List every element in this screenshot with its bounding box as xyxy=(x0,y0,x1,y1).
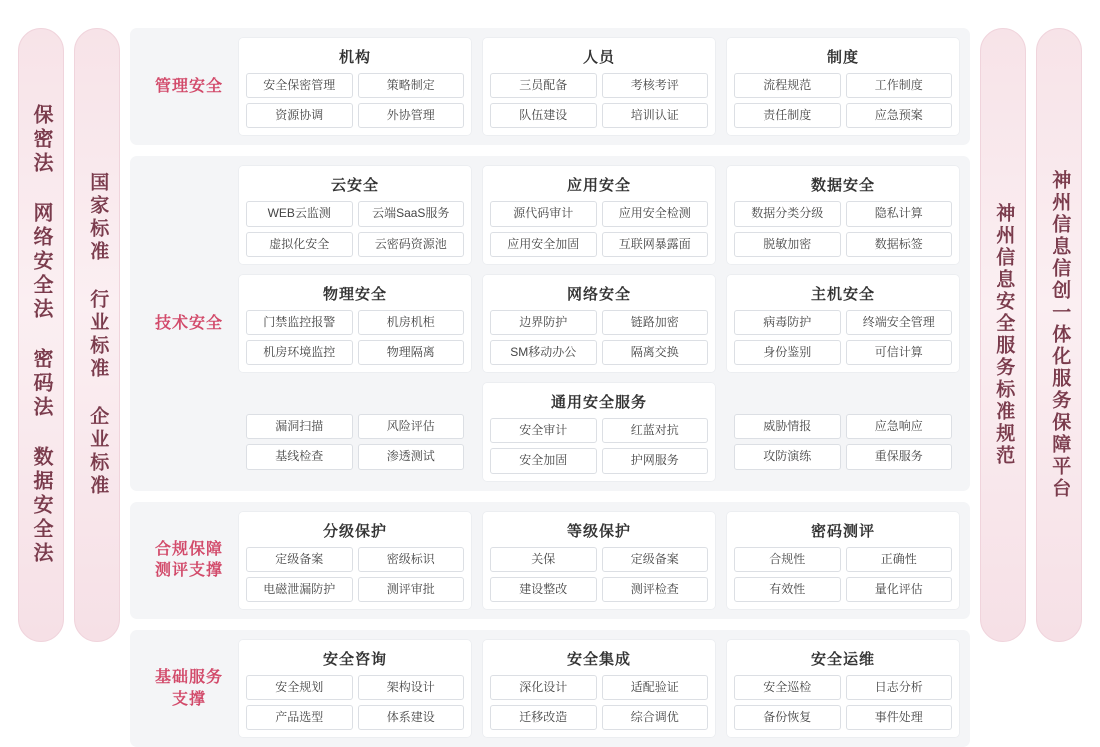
capability-cell[interactable]: 日志分析 xyxy=(846,675,953,700)
category-group xyxy=(482,37,716,136)
capability-cell[interactable]: 建设整改 xyxy=(490,577,597,602)
capability-cell[interactable]: 定级备案 xyxy=(246,547,353,572)
pillar-standards xyxy=(74,28,120,642)
capability-cell[interactable]: 门禁监控报警 xyxy=(246,310,353,335)
capability-cell[interactable]: 关保 xyxy=(490,547,597,572)
band-label: 技术安全 xyxy=(154,314,223,332)
category-group xyxy=(726,165,960,264)
capability-cell[interactable]: 架构设计 xyxy=(358,675,465,700)
category-title: 云安全 xyxy=(330,177,379,195)
category-group xyxy=(238,511,472,610)
capability-cell[interactable]: 数据标签 xyxy=(846,232,953,257)
pillar-service-spec xyxy=(980,28,1026,642)
capability-cell[interactable]: 正确性 xyxy=(846,547,953,572)
capability-cell[interactable]: 重保服务 xyxy=(846,444,953,469)
capability-cell[interactable]: 数据分类分级 xyxy=(734,201,841,226)
capability-grid xyxy=(246,675,464,730)
category-title: 主机安全 xyxy=(810,285,875,303)
band-body xyxy=(238,165,960,481)
capability-grid xyxy=(246,201,464,256)
capability-cell[interactable]: 可信计算 xyxy=(846,340,953,365)
band-body xyxy=(238,639,960,738)
capability-cell[interactable]: 安全审计 xyxy=(490,418,597,443)
capability-cell[interactable]: 互联网暴露面 xyxy=(602,232,709,257)
capability-cell[interactable]: 机房机柜 xyxy=(358,310,465,335)
capability-cell[interactable]: 有效性 xyxy=(734,577,841,602)
band-row xyxy=(238,382,960,481)
capability-cell[interactable]: 漏洞扫描 xyxy=(246,414,353,439)
band-label: 基础服务 支撑 xyxy=(154,668,223,708)
pillar-service-spec-label: 神州信息安全服务标准规范 xyxy=(993,203,1015,467)
band-label: 合规保障 测评支撑 xyxy=(154,540,223,580)
capability-grid xyxy=(734,414,952,469)
capability-cell[interactable]: 应用安全加固 xyxy=(490,232,597,257)
capability-cell[interactable]: 事件处理 xyxy=(846,705,953,730)
category-title: 等级保护 xyxy=(566,522,631,540)
capability-cell[interactable]: 电磁泄漏防护 xyxy=(246,577,353,602)
capability-cell[interactable]: 红蓝对抗 xyxy=(602,418,709,443)
capability-grid xyxy=(734,310,952,365)
capability-cell[interactable]: 量化评估 xyxy=(846,577,953,602)
capability-cell[interactable]: 渗透测试 xyxy=(358,444,465,469)
capability-cell[interactable]: 迁移改造 xyxy=(490,705,597,730)
capability-cell[interactable]: 综合调优 xyxy=(602,705,709,730)
capability-cell[interactable]: 备份恢复 xyxy=(734,705,841,730)
capability-cell[interactable]: 应用安全检测 xyxy=(602,201,709,226)
capability-cell[interactable]: 攻防演练 xyxy=(734,444,841,469)
capability-cell[interactable]: 产品选型 xyxy=(246,705,353,730)
capability-grid xyxy=(490,73,708,128)
category-group xyxy=(482,511,716,610)
capability-cell[interactable]: 适配验证 xyxy=(602,675,709,700)
capability-cell[interactable]: SM移动办公 xyxy=(490,340,597,365)
capability-cell[interactable]: 机房环境监控 xyxy=(246,340,353,365)
capability-cell[interactable]: 物理隔离 xyxy=(358,340,465,365)
capability-cell[interactable]: 基线检查 xyxy=(246,444,353,469)
capability-cell[interactable]: 体系建设 xyxy=(358,705,465,730)
capability-grid xyxy=(734,73,952,128)
capability-grid xyxy=(490,547,708,602)
capability-cell[interactable]: 威胁情报 xyxy=(734,414,841,439)
capability-cell[interactable]: 策略制定 xyxy=(358,73,465,98)
category-group xyxy=(482,274,716,373)
capability-grid xyxy=(246,414,464,469)
capability-grid xyxy=(734,675,952,730)
capability-cell[interactable]: 安全规划 xyxy=(246,675,353,700)
band-row xyxy=(238,639,960,738)
capability-cell[interactable]: 测评检查 xyxy=(602,577,709,602)
category-group xyxy=(238,274,472,373)
band xyxy=(130,156,970,490)
band-body xyxy=(238,511,960,610)
category-group xyxy=(238,37,472,136)
capability-cell[interactable]: 工作制度 xyxy=(846,73,953,98)
capability-cell[interactable]: 链路加密 xyxy=(602,310,709,335)
capability-cell[interactable]: 脱敏加密 xyxy=(734,232,841,257)
category-group xyxy=(726,639,960,738)
category-title: 数据安全 xyxy=(810,177,875,195)
band-label: 管理安全 xyxy=(154,77,223,95)
capability-cell[interactable]: 边界防护 xyxy=(490,310,597,335)
capability-cell[interactable]: 源代码审计 xyxy=(490,201,597,226)
capability-cell[interactable]: 安全加固 xyxy=(490,448,597,473)
capability-grid xyxy=(246,73,464,128)
category-title: 分级保护 xyxy=(322,522,387,540)
capability-grid xyxy=(490,201,708,256)
band xyxy=(130,28,970,145)
band-row xyxy=(238,37,960,136)
category-group xyxy=(726,382,960,481)
pillar-laws xyxy=(18,28,64,642)
capability-cell[interactable]: 流程规范 xyxy=(734,73,841,98)
capability-cell[interactable]: 深化设计 xyxy=(490,675,597,700)
category-title: 人员 xyxy=(582,49,615,66)
capability-cell[interactable]: 病毒防护 xyxy=(734,310,841,335)
category-title: 应用安全 xyxy=(566,177,631,195)
capability-cell[interactable]: 测评审批 xyxy=(358,577,465,602)
capability-cell[interactable]: 安全保密管理 xyxy=(246,73,353,98)
category-group xyxy=(482,382,716,481)
capability-cell[interactable]: 定级备案 xyxy=(602,547,709,572)
capability-grid xyxy=(490,418,708,473)
category-title: 网络安全 xyxy=(566,285,631,303)
category-group xyxy=(238,382,472,481)
capability-cell[interactable]: 云密码资源池 xyxy=(358,232,465,257)
category-title: 安全咨询 xyxy=(322,650,387,668)
capability-cell[interactable]: 云端SaaS服务 xyxy=(358,201,465,226)
category-title: 制度 xyxy=(826,49,859,66)
capability-grid xyxy=(490,675,708,730)
capability-cell[interactable]: 隔离交换 xyxy=(602,340,709,365)
category-group xyxy=(482,165,716,264)
capability-cell[interactable]: 应急预案 xyxy=(846,103,953,128)
category-title: 机构 xyxy=(338,49,371,66)
capability-grid xyxy=(734,547,952,602)
pillar-laws-label: 保密法 网络安全法 密码法 数据安全法 xyxy=(30,104,52,566)
capability-grid xyxy=(246,547,464,602)
capability-cell[interactable]: 资源协调 xyxy=(246,103,353,128)
category-title: 密码测评 xyxy=(810,522,875,540)
capability-grid xyxy=(734,201,952,256)
capability-cell[interactable]: 三员配备 xyxy=(490,73,597,98)
capability-cell[interactable]: 身份鉴别 xyxy=(734,340,841,365)
band-row xyxy=(238,165,960,264)
category-title: 物理安全 xyxy=(322,285,387,303)
capability-cell[interactable]: 终端安全管理 xyxy=(846,310,953,335)
category-group xyxy=(238,165,472,264)
capability-cell[interactable]: 密级标识 xyxy=(358,547,465,572)
capability-cell[interactable]: 责任制度 xyxy=(734,103,841,128)
capability-cell[interactable]: 合规性 xyxy=(734,547,841,572)
category-group xyxy=(238,639,472,738)
band-body xyxy=(238,37,960,136)
band xyxy=(130,502,970,619)
category-title: 通用安全服务 xyxy=(550,394,647,412)
capability-cell[interactable]: 队伍建设 xyxy=(490,103,597,128)
pillar-platform-label: 神州信息信创一体化服务保障平台 xyxy=(1049,170,1071,500)
capability-cell[interactable]: 风险评估 xyxy=(358,414,465,439)
pillar-platform xyxy=(1036,28,1082,642)
capability-cell[interactable]: 安全巡检 xyxy=(734,675,841,700)
capability-grid xyxy=(490,310,708,365)
category-group xyxy=(726,274,960,373)
category-title: 安全运维 xyxy=(810,650,875,668)
pillar-standards-label: 国家标准 行业标准 企业标准 xyxy=(87,172,109,498)
capability-cell[interactable]: 虚拟化安全 xyxy=(246,232,353,257)
capability-cell[interactable]: 应急响应 xyxy=(846,414,953,439)
band-row xyxy=(238,511,960,610)
capability-cell[interactable]: 护网服务 xyxy=(602,448,709,473)
category-group xyxy=(482,639,716,738)
capability-cell[interactable]: WEB云监测 xyxy=(246,201,353,226)
capability-cell[interactable]: 外协管理 xyxy=(358,103,465,128)
capability-cell[interactable]: 考核考评 xyxy=(602,73,709,98)
capability-cell[interactable]: 隐私计算 xyxy=(846,201,953,226)
capability-grid xyxy=(246,310,464,365)
category-group xyxy=(726,511,960,610)
band-row xyxy=(238,274,960,373)
category-group xyxy=(726,37,960,136)
bands-container xyxy=(130,28,970,725)
category-title: 安全集成 xyxy=(566,650,631,668)
band xyxy=(130,630,970,747)
capability-cell[interactable]: 培训认证 xyxy=(602,103,709,128)
